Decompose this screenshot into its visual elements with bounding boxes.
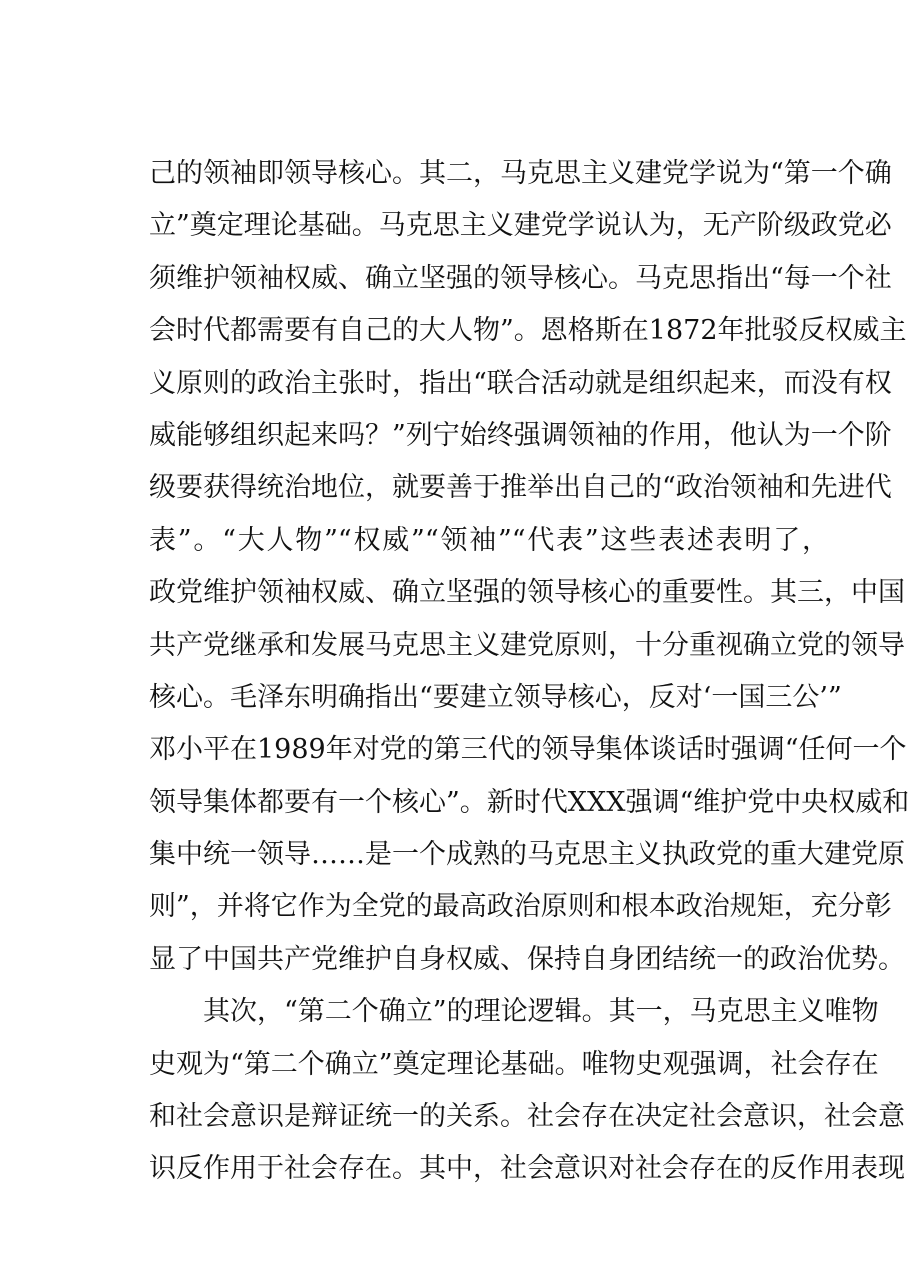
text-line: 威能够组织起来吗？”列宁始终强调领袖的作用，他认为一个阶 — [149, 419, 892, 451]
text-line: 级要获得统治地位，就要善于推举出自己的“政治领袖和先进代 — [149, 472, 892, 504]
text-line: 己的领袖即领导核心。其二，马克思主义建党学说为“第一个确 — [149, 158, 892, 189]
body-text — [149, 148, 909, 1196]
text-line: 须维护领袖权威、确立坚强的领导核心。马克思指出“每一个社 — [149, 262, 892, 294]
text-line: 表”。“大人物”“权威”“领袖”“代表”这些表述表明了， — [149, 524, 829, 556]
text-line: 史观为“第二个确立”奠定理论基础。唯物史观强调，社会存在 — [149, 1048, 879, 1080]
text-line: 则”，并将它作为全党的最高政治原则和根本政治规矩，充分彰 — [149, 891, 892, 923]
text-line: 共产党继承和发展马克思主义建党原则，十分重视确立党的领导 — [149, 629, 905, 661]
text-line: 识反作用于社会存在。其中，社会意识对社会存在的反作用表现 — [149, 1153, 905, 1185]
text-line: 会时代都需要有自己的大人物”。恩格斯在1872年批驳反权威主 — [149, 315, 907, 347]
paragraph-first-line: 其次，“第二个确立”的理论逻辑。其一，马克思主义唯物 — [203, 996, 879, 1028]
text-line: 义原则的政治主张时，指出“联合活动就是组织起来，而没有权 — [149, 367, 892, 399]
text-line: 邓小平在1989年对党的第三代的领导集体谈话时强调“任何一个 — [149, 734, 907, 766]
text-line: 领导集体都要有一个核心”。新时代XXX强调“维护党中央权威和 — [149, 786, 909, 818]
text-line: 政党维护领袖权威、确立坚强的领导核心的重要性。其三，中国 — [149, 577, 905, 609]
text-line: 核心。毛泽东明确指出“要建立领导核心，反对‘一国三公’” — [149, 681, 842, 713]
text-line: 立”奠定理论基础。马克思主义建党学说认为，无产阶级政党必 — [149, 210, 892, 242]
text-line: 和社会意识是辩证统一的关系。社会存在决定社会意识，社会意 — [149, 1101, 905, 1133]
text-line: 集中统一领导……是一个成熟的马克思主义执政党的重大建党原 — [149, 839, 905, 871]
text-line: 显了中国共产党维护自身权威、保持自身团结统一的政治优势。 — [149, 943, 905, 975]
